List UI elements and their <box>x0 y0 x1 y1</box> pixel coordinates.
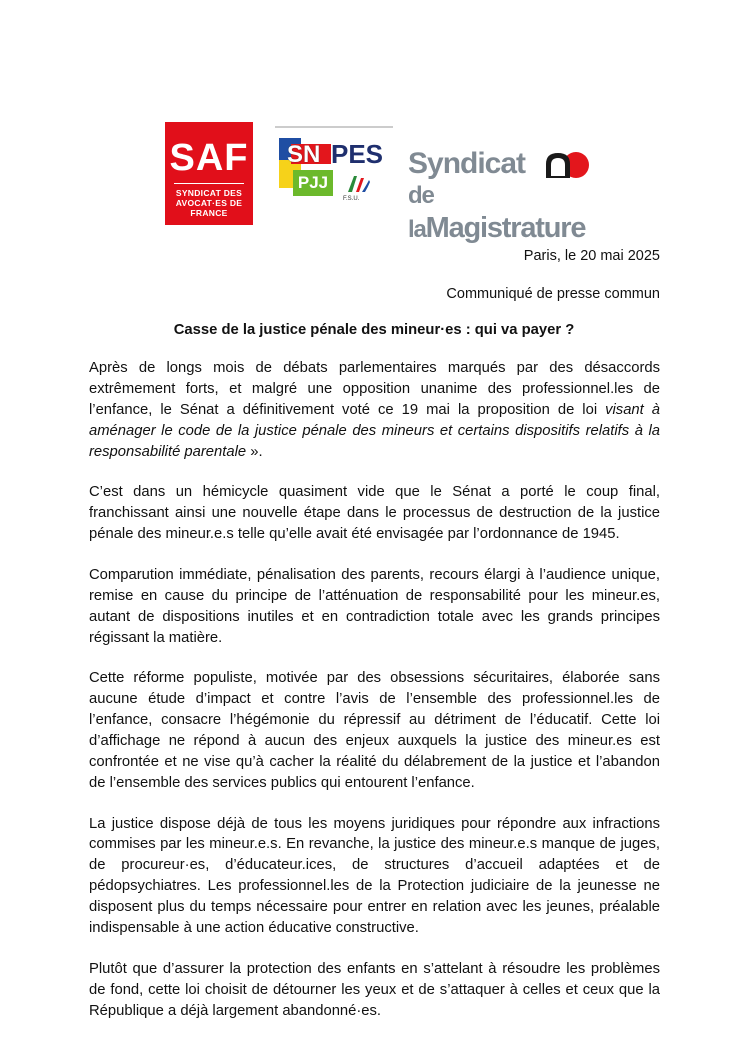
document-date: Paris, le 20 mai 2025 <box>523 248 660 264</box>
document-title: Casse de la justice pénale des mineur·es : qui va payer ? <box>173 322 575 338</box>
saf-logo-subtitle-2: AVOCAT·ES DE FRANCE <box>175 198 243 218</box>
sm-bell-icon <box>538 150 594 180</box>
snpes-logo-sn: SN <box>287 141 321 168</box>
snpes-logo-pjj: PJJ <box>293 170 333 196</box>
document-type: Communiqué de presse commun <box>446 286 660 302</box>
saf-logo-divider <box>174 183 244 184</box>
fsu-icon <box>345 174 371 194</box>
paragraph-6: Plutôt que d’assurer la protection des enfants en s’attelant à résoudre les problèmes de fond, cette loi choisit de détourner les yeux et de s’attaquer à celles et ceux que la République a déjà largement abandonné·es. <box>89 960 660 1019</box>
paragraph-1-end: ». <box>246 443 263 460</box>
saf-logo <box>165 122 253 225</box>
paragraph-1 <box>89 358 660 463</box>
sm-logo-line1: Syndicat <box>408 147 526 180</box>
sm-logo-prefix: de la <box>408 182 434 243</box>
paragraph-1-start: Après de longs mois de débats parlementaires marqués par des désaccords extrêmement forts, et malgré une opposition unanime des professionnel.les de l’enfance, le Sénat a définitivement voté ce 19 mai la proposition de loi <box>89 360 660 418</box>
snpes-logo-pes: PES <box>331 139 384 169</box>
paragraph-1-law-title: visant à aménager le code de la justice pénale des mineurs et certains dispositifs relatifs à la responsabilité parentale <box>89 401 660 460</box>
sm-logo-main: Magistrature <box>425 212 586 244</box>
saf-logo-subtitle-1: SYNDICAT DES <box>175 188 243 198</box>
paragraph-3: Comparution immédiate, pénalisation des parents, recours élargi à l’audience unique, remise en cause du principe de l’atténuation de responsabilité pour les mineur.es, autant de dispositions inutiles et en contradiction totale avec les grands principes régissant la matière. <box>89 566 660 646</box>
paragraph-2: C’est dans un hémicycle quasiment vide que le Sénat a porté le coup final, franchissant ainsi une nouvelle étape dans le processus de destruction de la justice pénale des mineur.e.s telle qu’elle avait été envisagée par l’ordonnance de 1945. <box>89 484 660 543</box>
paragraph-4: Cette réforme populiste, motivée par des obsessions sécuritaires, élaborée sans aucune étude d’impact et contre l’avis de l’ensemble des professionnel.les de l’enfance, consacre l’hégémonie du répressif au détriment de l’éducatif. Cette loi d’affichage ne répond à aucun des enjeux auxquels la justice des mineur.es est confrontée et ne vise qu’à cacher la réalité du délabrement de la justice et l’abandon de l’ensemble des services publics qui entourent l’enfance. <box>89 670 660 791</box>
saf-logo-title: SAF <box>169 137 249 179</box>
syndicat-magistrature-logo <box>408 147 608 244</box>
paragraph-5: La justice dispose déjà de tous les moyens juridiques pour répondre aux infractions commises par les mineur.e.s. En revanche, la justice des mineur.e.s manque de juges, de procureur·es, d’éducateur.ices, de structures d’accueil adaptées et de pédopsychiatres. Les professionnel.les de la Protection judiciaire de la jeunesse ne disposent plus du temps nécessaire pour entrer en relation avec les jeunes, préalable indispensable à une action éducative constructive. <box>89 815 660 937</box>
snpes-pjj-logo <box>275 126 393 212</box>
logos-row <box>165 122 605 244</box>
fsu-label: F.S.U. <box>343 196 360 202</box>
snpes-logo-rule <box>275 126 393 128</box>
sm-logo-line2 <box>408 178 608 246</box>
document-body <box>89 358 660 1041</box>
